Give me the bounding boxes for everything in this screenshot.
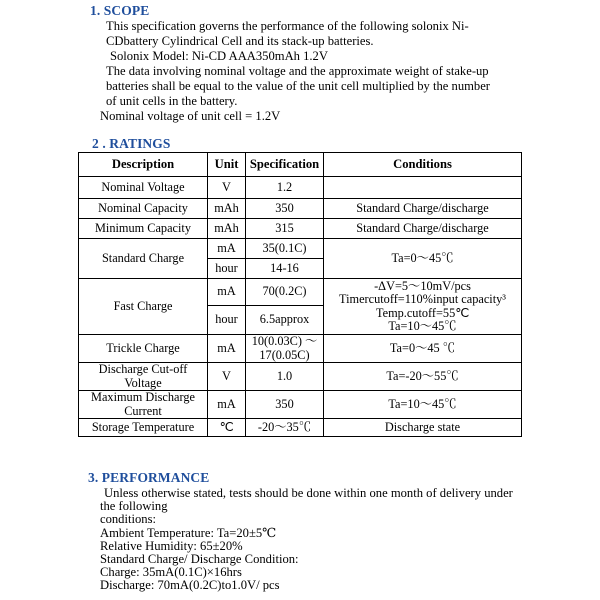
row-spec: 6.5approx: [246, 306, 324, 335]
row-conditions: Standard Charge/discharge: [324, 199, 522, 219]
scope-line-2: CDbattery Cylindrical Cell and its stack-up batteries.: [106, 34, 374, 48]
trickle-spec-1: 10(0.03C) ～: [251, 334, 318, 348]
table-row: [79, 419, 522, 437]
row-conditions: [324, 177, 522, 199]
row-conditions: [324, 279, 522, 335]
row-description: Minimum Capacity: [79, 219, 208, 239]
performance-heading: 3. PERFORMANCE: [88, 470, 210, 485]
row-unit: mAh: [208, 199, 246, 219]
row-spec: 1.0: [246, 363, 324, 391]
row-description: Standard Charge: [79, 239, 208, 279]
scope-line-1: This specification governs the performance of the following solonix Ni-: [106, 19, 469, 33]
discharge-cutoff-desc-2: Voltage: [124, 375, 162, 390]
row-description: Trickle Charge: [79, 335, 208, 363]
performance-line-8: Discharge: 70mA(0.2C)to1.0V/ pcs: [100, 578, 280, 592]
scope-line-4: The data involving nominal voltage and the approximate weight of stake-up: [106, 64, 489, 78]
row-unit: mA: [208, 239, 246, 259]
performance-line-7: Charge: 35mA(0.1C)×16hrs: [100, 565, 242, 579]
row-description: Nominal Voltage: [79, 177, 208, 199]
row-unit: mA: [208, 279, 246, 306]
fast-charge-cond-1: -ΔV=5～10mV/pcs: [374, 278, 471, 293]
scope-line-5: batteries shall be equal to the value of the unit cell multiplied by the number: [106, 79, 490, 93]
table-row: [79, 279, 522, 306]
scope-line-6: of unit cells in the battery.: [106, 94, 238, 108]
row-unit: hour: [208, 259, 246, 279]
row-spec: 35(0.1C): [246, 239, 324, 259]
table-row: [79, 199, 522, 219]
max-discharge-desc-2: Current: [124, 403, 162, 418]
row-conditions: Discharge state: [324, 419, 522, 437]
row-unit: V: [208, 363, 246, 391]
table-row: [79, 391, 522, 419]
header-unit: Unit: [208, 153, 246, 177]
row-unit: mA: [208, 391, 246, 419]
table-row: [79, 335, 522, 363]
discharge-cutoff-desc-1: Discharge Cut-off: [98, 362, 188, 376]
row-description: Nominal Capacity: [79, 199, 208, 219]
header-specification: Specification: [246, 153, 324, 177]
row-description: Fast Charge: [79, 279, 208, 335]
row-spec: [246, 335, 324, 363]
row-conditions: Ta=10～45℃: [324, 391, 522, 419]
fast-charge-cond-2: Timercutoff=110%input capacity³: [339, 292, 506, 306]
row-unit: mA: [208, 335, 246, 363]
row-spec: 350: [246, 199, 324, 219]
table-row: [79, 219, 522, 239]
ratings-table: [78, 152, 522, 437]
table-header-row: [79, 153, 522, 177]
fast-charge-cond-4: Ta=10～45℃: [388, 319, 457, 333]
scope-line-3: Solonix Model: Ni-CD AAA350mAh 1.2V: [110, 49, 328, 63]
row-conditions: Standard Charge/discharge: [324, 219, 522, 239]
table-row: [79, 239, 522, 259]
row-description: [79, 363, 208, 391]
row-unit: mAh: [208, 219, 246, 239]
row-conditions: Ta=0～45 ℃: [324, 335, 522, 363]
row-unit: hour: [208, 306, 246, 335]
trickle-spec-2: 17(0.05C): [259, 347, 310, 362]
header-conditions: Conditions: [324, 153, 522, 177]
performance-line-1: Unless otherwise stated, tests should be done within one month of delivery under: [104, 486, 513, 500]
header-description: Description: [79, 153, 208, 177]
row-spec: 1.2: [246, 177, 324, 199]
performance-line-2: the following: [100, 499, 168, 513]
performance-line-5: Relative Humidity: 65±20%: [100, 539, 243, 553]
row-conditions: Ta=0～45℃: [324, 239, 522, 279]
row-spec: 14-16: [246, 259, 324, 279]
row-spec: 350: [246, 391, 324, 419]
row-description: Storage Temperature: [79, 419, 208, 437]
table-row: [79, 363, 522, 391]
performance-line-6: Standard Charge/ Discharge Condition:: [100, 552, 299, 566]
max-discharge-desc-1: Maximum Discharge: [91, 390, 195, 404]
row-spec: -20～35℃: [246, 419, 324, 437]
table-row: [79, 177, 522, 199]
performance-line-3: conditions:: [100, 512, 156, 526]
performance-line-4: Ambient Temperature: Ta=20±5℃: [100, 526, 277, 540]
scope-line-7: Nominal voltage of unit cell = 1.2V: [100, 109, 281, 123]
fast-charge-cond-3: Temp.cutoff=55℃: [375, 305, 470, 320]
row-unit: ℃: [208, 419, 246, 437]
row-spec: 70(0.2C): [246, 279, 324, 306]
ratings-heading: 2 . RATINGS: [92, 136, 171, 151]
row-unit: V: [208, 177, 246, 199]
row-spec: 315: [246, 219, 324, 239]
scope-heading: 1. SCOPE: [90, 3, 150, 18]
row-description: [79, 391, 208, 419]
row-conditions: Ta=-20～55℃: [324, 363, 522, 391]
